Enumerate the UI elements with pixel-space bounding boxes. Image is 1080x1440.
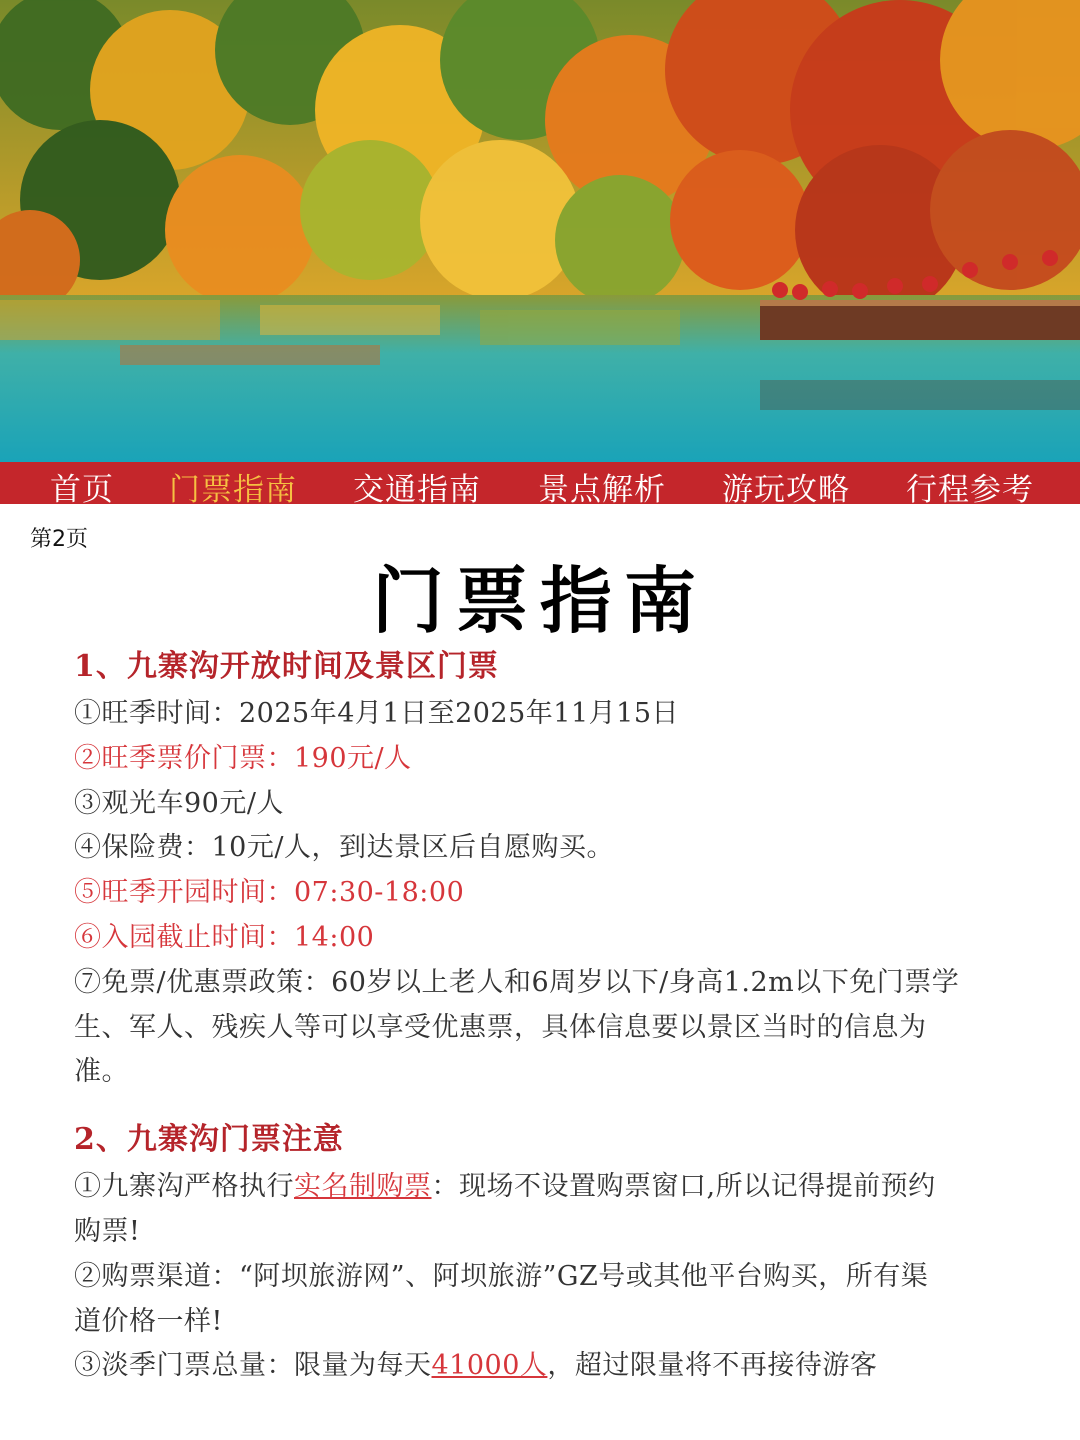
article-body — [74, 642, 1024, 1389]
nav-item-transport-guide[interactable]: 交通指南 — [353, 472, 481, 508]
list-item-text: ③淡季门票总量：限量为每天 — [74, 1350, 432, 1382]
list-item-highlight: ⑤旺季开园时间：07:30-18:00 — [74, 877, 465, 909]
list-item-text: ：现场不设置购票窗口,所以记得提前预约 — [431, 1171, 936, 1203]
list-item — [74, 1344, 1024, 1389]
list-item-continued: 准。 — [74, 1056, 129, 1088]
page-title: 门票指南 — [371, 558, 708, 643]
autumn-lake-illustration — [0, 0, 1080, 462]
list-item-continued: 购票! — [74, 1215, 141, 1247]
list-item: ③观光车90元/人 — [74, 787, 284, 819]
section-heading-opening-hours: 1、九寨沟开放时间及景区门票 — [74, 649, 499, 684]
list-item — [74, 1165, 1024, 1210]
list-item: ②购票渠道：“阿坝旅游网”、阿坝旅游”GZ号或其他平台购买，所有渠 — [74, 1260, 929, 1292]
daily-limit-link[interactable]: 41000人 — [431, 1350, 548, 1382]
nav-item-home[interactable]: 首页 — [50, 472, 114, 508]
page-number: 第2页 — [30, 527, 88, 552]
list-item-text: ，超过限量将不再接待游客 — [547, 1350, 878, 1382]
section-heading-ticket-notes: 2、九寨沟门票注意 — [74, 1122, 344, 1158]
list-item: ①旺季时间：2025年4月1日至2025年11月15日 — [74, 698, 679, 729]
nav-item-ticket-guide[interactable]: 门票指南 — [169, 472, 297, 508]
list-item-highlight: ⑥入园截止时间：14:00 — [74, 921, 375, 953]
nav-item-travel-tips[interactable]: 游玩攻略 — [722, 472, 850, 508]
top-nav-bar — [0, 462, 1080, 508]
nav-item-itinerary[interactable]: 行程参考 — [906, 472, 1034, 508]
list-item-text: ①九寨沟严格执行 — [74, 1171, 294, 1203]
list-item-highlight: ②旺季票价门票：190元/人 — [74, 742, 412, 774]
real-name-ticket-link[interactable]: 实名制购票 — [294, 1171, 432, 1203]
list-item-continued: 生、军人、残疾人等可以享受优惠票，具体信息要以景区当时的信息为 — [74, 1011, 927, 1043]
list-item-continued: 道价格一样! — [74, 1305, 223, 1337]
hero-image — [0, 0, 1080, 462]
list-item: ④保险费：10元/人，到达景区后自愿购买。 — [74, 832, 614, 864]
list-item: ⑦免票/优惠票政策：60岁以上老人和6周岁以下/身高1.2m以下免门票学 — [74, 966, 960, 998]
nav-item-attractions[interactable]: 景点解析 — [538, 472, 666, 508]
